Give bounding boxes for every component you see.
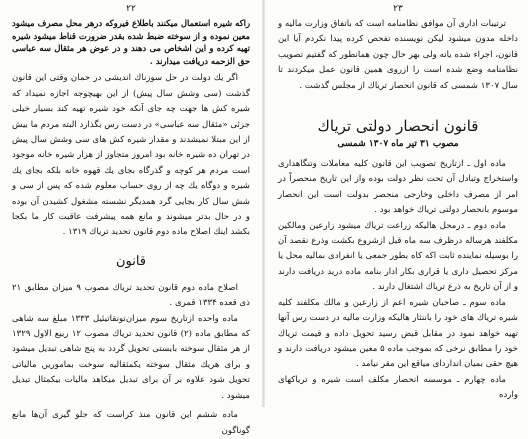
page-number-right: ۲۳ — [393, 4, 403, 14]
paragraph: ماده دوم ـ درمحل هاليكه زراعت ترياك ميشود زارعين ومالكين مكلفند هرساله درظرف سه ماه قبل ازشروع بكشت وذرع نقصد آن را بوسيله نماينده ثابت اكه كاه بطور جمعى يا انفرادى بماليه محل يا مركز تحصيل دارى يا قرارى بكار ادار بنامه ماده دريد دريافت دارند و از آن تاريخ به ذرع ترياك اشتغال دارند . — [278, 220, 518, 293]
law-date-subtitle: مصوب ۳۱ تير ماه ۱۳۰۷ شمسى — [337, 139, 459, 150]
bold-paragraph: راكه شيره استعمال ميكنند باطلاع فيروكه درهر محل مصرف ميشود معين نموده و از سوخته ضبط شده بقدر ضرورت قناط ميشود شيره تهيه كرده و اين اشخاص مى دهند و در عوض هر مثقال سه عباسى حق الزحمه دريافت ميدارند . — [12, 18, 250, 66]
paragraph: ماده ششم اين قانون منذ كراست كه جلو گيرى آن‌ها مانع گوناگون — [12, 410, 250, 436]
law-title: قانون انحصار دولتى ترياك — [317, 117, 479, 136]
paragraph: ترتيبات ادارى آن موافق نظامنامه است كه باتفاق وزارت ماليه و داخله مدون ميشود ليكن نويسنده تفحص كرده پيدا نكردم آيا اين قانون، اجراء شده يانه ولى بهر حال چون همانطور كه گفتيم تصويب نظامنامه وضع شده است را ازروى همين قانون عمل ميكردند تا سال ۱۳۰۷ شمسى كه قانون انحصار ترياك از مجلس گذشت . — [278, 19, 518, 91]
page-number-left: ۲۲ — [126, 4, 136, 14]
paragraph: اگر يك دولت در حل سوزناك انديشى در حمان وقتى اين قانون گذشت (سى وشش سال پيش) از اين بهيچوجه اجازه نميداد كه شيره كش ها جهت چه جاى آنكه خود شيره تهيه كند بسيار خيلى جزئى «مثقال سه عباسى» در دست رس بگذارد البته مردم ما بيش از اين مبتلا نميشدند و مقدار شيره كش هاى سى وشش سال پيش در تهران ده شيره خانه بود امروز متجاوز از هزار شيره خانه موجود است مردم هر كوچه و گذرگاه بجاى يك قهوه خانه بلكه بجاى يك شيره و دوگاه يك چه از روى حساب معلوم شده كه پس از سى و شش سال كار بجايى گرد همدیگر نشسته مشغول كشيدن آن بوده و در حال بدتر ميشوند و مانع همه پيشرفت عاقبت كار ما بكجا بكشد اينك اصلاح ماده دوم قانون تحديد ترياك ۱۳۱۹ . — [12, 73, 250, 238]
paragraph: ماده اول ـ ازتاريخ تصويب اين قانون كليه معاملات وتنگاهدارى واستخراج وتبادل آن تحت نظر دولت بوده واز اين تاريخ منحصراً در امر از مصرف داخلى وخارجى منحصر بدولت است اين انحصار موسوم بانحصار دولتى ترياك خواهد بود . — [278, 159, 518, 216]
paragraph: ماده واحده ازتاريخ سوم ميزان‌تونقاتيئيل ۱۳۳۳ مبلغ سه شاهى كه مطابق ماده (۲) قانون تحديد ترياك مصوب ۱۲ ربيع الاول ۱۳۲۹ از هر مثقال سوخته بايستى تحويل گردد به پنج شاهى تبديل ميشود و براى هريك مثقال سوخته يكمثقاليه سوخت بماموريں مالياتى تحويل شود علاوه بر آن براى تبديل ميكاهد ماليات بيكمثال تبديل ميشود . — [12, 313, 250, 401]
section-title-qanun: قانون — [115, 253, 147, 269]
right-page — [264, 0, 528, 407]
paragraph: ماده سوم ـ صاحبان شيره اعم از زارعين و مالك مكلفند كليه شيره ترياك هاى خود را باننثار هاليكه وزارت ماليه در دست رس آنها تهيه خواهد نمود در مقابل قبض رسيد تحويل داده و قيمت ترياك خود را مطابق نرخى كه بموجب ماده ۵ معين ميشود دريافت دارند و هيچ حقى بميان اندارداى مياقع اين مقر نيامد . — [278, 297, 518, 370]
paragraph: اصلاح ماده دوم قانون تحديد ترياك مصوب ۹ ميزان مطابق ۲۱ ذى قعده ۱۳۳۴ قمرى . — [12, 282, 250, 309]
paragraph: ماده چهارم ـ موسسه انحصار مكلف است شيره و ترياكهاى وارده — [278, 374, 518, 401]
left-page — [0, 0, 264, 436]
